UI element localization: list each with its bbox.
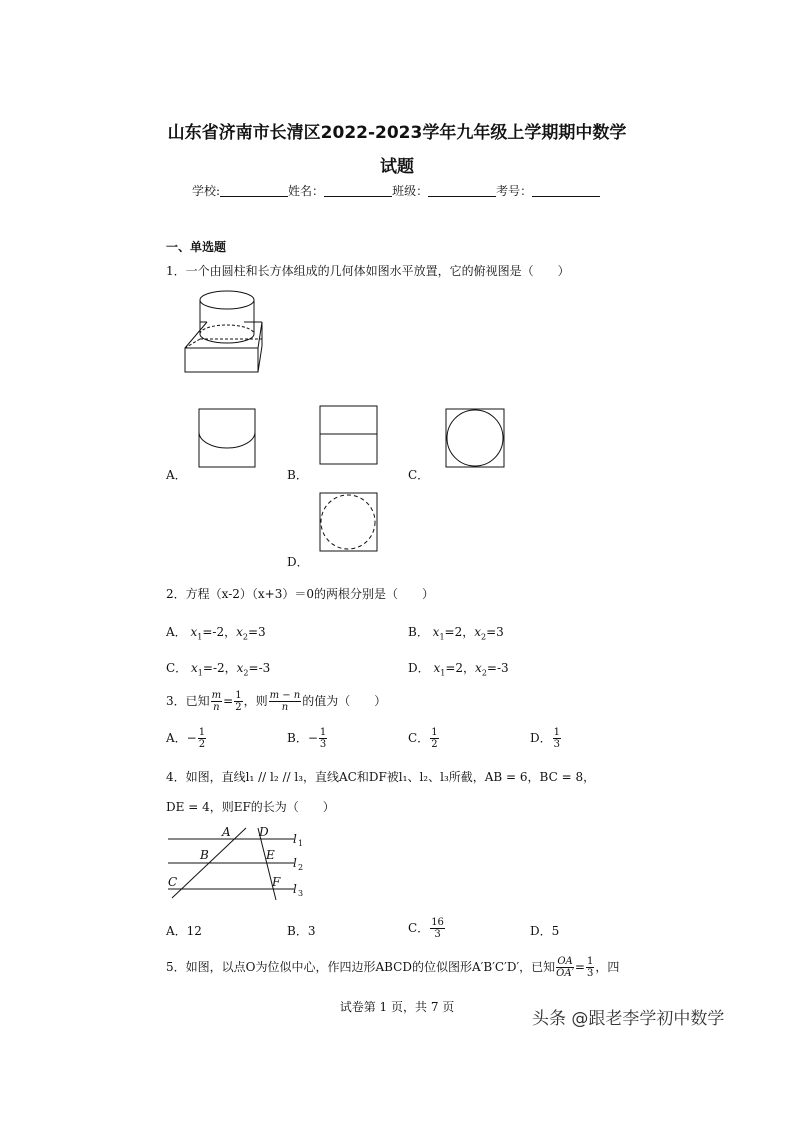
q2-c-val2: =-3 [248, 661, 271, 675]
q1-option-d-label[interactable]: D． [287, 555, 309, 569]
q5-f-den: OA′ [556, 968, 574, 979]
q1-option-d-figure[interactable] [316, 490, 380, 554]
q4-d-label: D． [530, 924, 552, 938]
point-f-label: F [272, 875, 281, 889]
q4-option-d[interactable] [530, 922, 559, 939]
q1-option-a-label[interactable]: A． [166, 468, 187, 482]
q3-f2-num: 1 [235, 690, 242, 701]
q3-a-num: 1 [198, 727, 206, 738]
q2-a-sub1: 1 [197, 632, 203, 642]
q5-pre: 5．如图，以点O为位似中心，作四边形ABCD的位似图形A′B′C′D′，已知 [166, 960, 556, 974]
page-title-line2: 试题 [380, 157, 414, 177]
watermark: 头条 @跟老李学初中数学 [532, 1009, 725, 1029]
q3-fraction-m-n [211, 690, 222, 713]
q3-d-den: 3 [553, 739, 560, 750]
class-blank[interactable] [428, 184, 496, 197]
q3-option-d[interactable] [530, 726, 562, 750]
q3-f3-num: m − n [269, 690, 301, 701]
name-label: 姓名： [288, 184, 325, 198]
page-title: 山东省济南市长清区2022-2023学年九年级上学期期中数学 [167, 123, 627, 143]
q3-b-num: 1 [319, 727, 327, 738]
number-blank[interactable] [532, 184, 600, 197]
q5-post: ，四 [595, 960, 620, 974]
q3-option-a[interactable] [166, 726, 207, 750]
q5-eq: = [574, 960, 585, 974]
q2-option-b[interactable] [408, 623, 504, 641]
q2-option-d[interactable] [408, 659, 509, 677]
q4-a-value: 12 [186, 924, 202, 938]
l3-label: l [293, 882, 297, 896]
q2-d-label: D． [408, 661, 430, 675]
point-e-label: E [266, 848, 275, 862]
q2-c-var1: x [191, 661, 198, 675]
q3-c-den: 2 [431, 739, 438, 750]
q3-a-label: A． [166, 731, 187, 745]
question-4-stem-line1: 4．如图，直线l₁ // l₂ // l₃，直线AC和DF被l₁、l₂、l₃所截，AB = 6，BC = 8， [166, 770, 596, 784]
q4-c-num: 16 [431, 917, 444, 928]
q4-option-a[interactable] [166, 922, 202, 939]
q2-c-var2: x [236, 661, 244, 675]
class-label: 班级： [392, 184, 429, 198]
q3-eq: = [223, 694, 234, 708]
q3-b-sign: − [307, 731, 318, 745]
q4-option-c[interactable] [408, 914, 446, 942]
q1-option-b-figure[interactable] [316, 403, 380, 467]
q2-option-a[interactable] [166, 623, 266, 641]
q3-b-label: B． [287, 731, 308, 745]
q2-b-label: B． [408, 625, 429, 639]
q2-b-var2: x [474, 625, 482, 639]
q2-c-val1: =-2， [202, 661, 237, 675]
q3-fraction-expr [269, 690, 302, 713]
q2-d-var1: x [433, 661, 441, 675]
q3-d-fraction [553, 727, 561, 750]
question-5-stem [166, 954, 619, 980]
q5-v-den: 3 [586, 968, 594, 979]
q3-f2-den: 2 [235, 702, 242, 713]
q2-c-sub1: 1 [197, 668, 203, 678]
q2-a-var1: x [190, 625, 198, 639]
l1-label: l [293, 832, 297, 846]
q1-option-c-label[interactable]: C． [408, 468, 430, 482]
point-a-label: A [222, 825, 231, 839]
q3-f1-num: m [211, 690, 222, 701]
q3-b-fraction [319, 727, 327, 750]
l3-sub: 3 [298, 889, 304, 898]
q3-post: 的值为（ ） [302, 694, 387, 708]
q4-parallel-lines-figure [164, 822, 314, 902]
q4-c-den: 3 [434, 929, 441, 940]
q3-option-b[interactable] [287, 726, 328, 750]
q2-c-sub2: 2 [243, 668, 249, 678]
l2-label: l [293, 856, 297, 870]
q5-v-num: 1 [586, 956, 594, 967]
q3-b-den: 3 [319, 739, 327, 750]
point-d-label: D [259, 825, 269, 839]
q2-d-val2: =-3 [486, 661, 509, 675]
q3-f3-den: n [281, 702, 289, 713]
school-label: 学校: [192, 184, 221, 198]
q4-b-value: 3 [307, 924, 316, 938]
q2-b-val2: =3 [486, 625, 504, 639]
q2-a-val1: =-2， [202, 625, 237, 639]
question-2-stem: 2．方程（x-2）（x+3）＝0的两根分别是（ ） [166, 587, 434, 601]
q5-fraction-oa [556, 956, 574, 979]
question-3-stem [166, 689, 386, 713]
q2-a-label: A． [166, 625, 187, 639]
student-info [192, 182, 600, 199]
q2-b-val1: =2， [444, 625, 475, 639]
q2-d-sub1: 1 [440, 668, 446, 678]
l2-sub: 2 [298, 863, 304, 872]
q4-option-b[interactable] [287, 922, 315, 939]
q2-d-var2: x [475, 661, 482, 675]
q3-d-num: 1 [553, 727, 560, 738]
section-heading: 一、单选题 [166, 240, 227, 254]
q3-f1-den: n [213, 702, 220, 713]
number-label: 考号： [496, 184, 533, 198]
page-footer: 试卷第 1 页，共 7 页 [339, 1000, 455, 1014]
l1-sub: 1 [298, 839, 304, 848]
q1-option-b-label[interactable]: B． [287, 468, 308, 482]
question-1-stem: 1．一个由圆柱和长方体组成的几何体如图水平放置，它的俯视图是（ ） [166, 264, 570, 278]
q4-b-label: B． [287, 924, 308, 938]
q3-pre: 3．已知 [166, 694, 210, 708]
point-b-label: B [200, 848, 209, 862]
q5-fraction-third [586, 956, 594, 979]
q4-c-label: C． [408, 921, 430, 935]
q2-a-val2: =3 [248, 625, 266, 639]
q3-a-sign: − [186, 731, 197, 745]
q3-d-label: D． [530, 731, 552, 745]
q4-d-value: 5 [551, 924, 560, 938]
q1-solid-figure [180, 286, 270, 374]
q5-f-num: OA [557, 956, 573, 967]
q3-a-fraction [198, 727, 206, 750]
q1-option-a-figure[interactable] [196, 406, 258, 470]
q2-d-val1: =2， [445, 661, 476, 675]
q3-c-fraction [430, 727, 438, 750]
q2-a-sub2: 2 [242, 632, 248, 642]
q1-option-c-figure[interactable] [443, 406, 507, 470]
name-blank[interactable] [324, 184, 392, 197]
q3-a-den: 2 [198, 739, 206, 750]
q3-c-num: 1 [431, 727, 438, 738]
q4-a-label: A． [166, 924, 187, 938]
q2-b-sub2: 2 [481, 632, 487, 642]
q3-fraction-half [234, 690, 242, 713]
q2-a-var2: x [236, 625, 243, 639]
q2-b-sub1: 1 [439, 632, 445, 642]
school-blank[interactable] [220, 184, 288, 197]
q3-c-label: C． [408, 731, 430, 745]
point-c-label: C [168, 875, 178, 889]
question-4-stem-line2: DE = 4，则EF的长为（ ） [166, 800, 335, 814]
q3-option-c[interactable] [408, 726, 440, 750]
q4-c-fraction [430, 917, 445, 940]
q2-option-c[interactable] [166, 659, 270, 677]
q2-d-sub2: 2 [481, 668, 487, 678]
q3-mid: ，则 [243, 694, 268, 708]
q2-c-label: C． [166, 661, 188, 675]
q2-b-var1: x [432, 625, 440, 639]
